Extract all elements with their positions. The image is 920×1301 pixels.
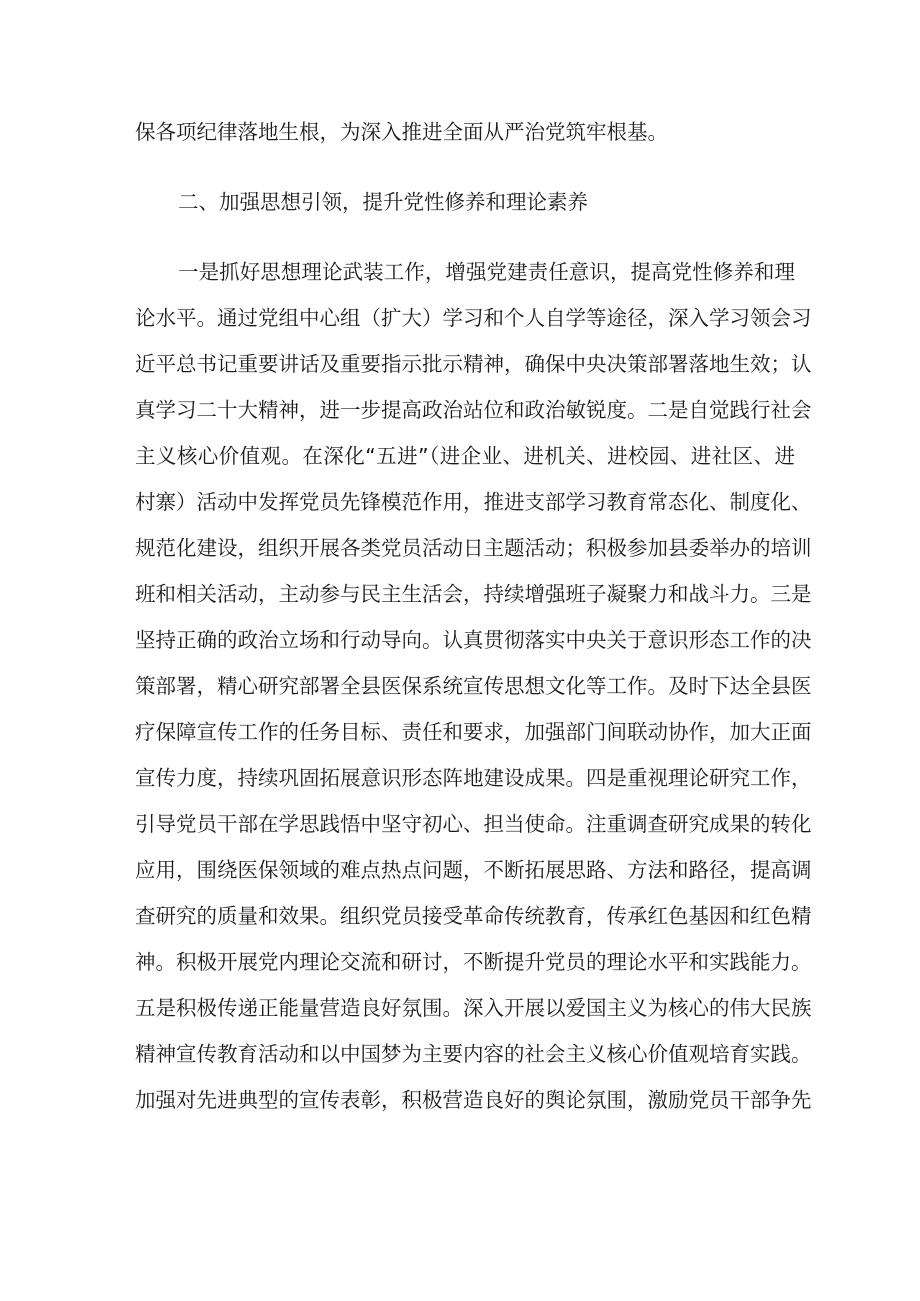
paragraph-line: 坚持正确的政治立场和行动导向。认真贯彻落实中央关于意识形态工作的决 — [135, 628, 812, 652]
paragraph-line: 策部署，精心研究部署全县医保系统宣传思想文化等工作。及时下达全县医 — [135, 674, 812, 698]
paragraph-line: 一是抓好思想理论武装工作，增强党建责任意识，提高党性修养和理 — [178, 260, 795, 284]
section-heading: 二、加强思想引领，提升党性修养和理论素养 — [178, 190, 588, 214]
paragraph-line: 精神宣传教育活动和以中国梦为主要内容的社会主义核心价值观培育实践。 — [135, 1042, 812, 1066]
paragraph-line: 加强对先进典型的宣传表彰，积极营造良好的舆论氛围，激励党员干部争先 — [135, 1088, 812, 1112]
paragraph-line: 近平总书记重要讲话及重要指示批示精神，确保中央决策部署落地生效；认 — [135, 352, 812, 376]
paragraph-line: 查研究的质量和效果。组织党员接受革命传统教育，传承红色基因和红色精 — [135, 904, 812, 928]
paragraph-line: 村寨）活动中发挥党员先锋模范作用，推进支部学习教育常态化、制度化、 — [135, 490, 812, 514]
paragraph-line: 五是积极传递正能量营造良好氛围。深入开展以爱国主义为核心的伟大民族 — [135, 996, 812, 1020]
paragraph-line: 应用，围绕医保领域的难点热点问题，不断拓展思路、方法和路径，提高调 — [135, 858, 812, 882]
paragraph-line: 神。积极开展党内理论交流和研讨，不断提升党员的理论水平和实践能力。 — [135, 950, 812, 974]
paragraph-line: 真学习二十大精神，进一步提高政治站位和政治敏锐度。二是自觉践行社会 — [135, 398, 812, 422]
paragraph-line: 宣传力度，持续巩固拓展意识形态阵地建设成果。四是重视理论研究工作， — [135, 766, 812, 790]
paragraph-line: 引导党员干部在学思践悟中坚守初心、担当使命。注重调查研究成果的转化 — [135, 812, 812, 836]
carryover-line: 保各项纪律落地生根，为深入推进全面从严治党筑牢根基。 — [135, 120, 668, 144]
paragraph-line: 规范化建设，组织开展各类党员活动日主题活动；积极参加县委举办的培训 — [135, 536, 812, 560]
paragraph-line: 主义核心价值观。在深化“五进”（进企业、进机关、进校园、进社区、进 — [135, 444, 795, 468]
paragraph-line: 班和相关活动，主动参与民主生活会，持续增强班子凝聚力和战斗力。三是 — [135, 582, 812, 606]
paragraph-line: 论水平。通过党组中心组（扩大）学习和个人自学等途径，深入学习领会习 — [135, 306, 812, 330]
paragraph-line: 疗保障宣传工作的任务目标、责任和要求，加强部门间联动协作，加大正面 — [135, 720, 812, 744]
